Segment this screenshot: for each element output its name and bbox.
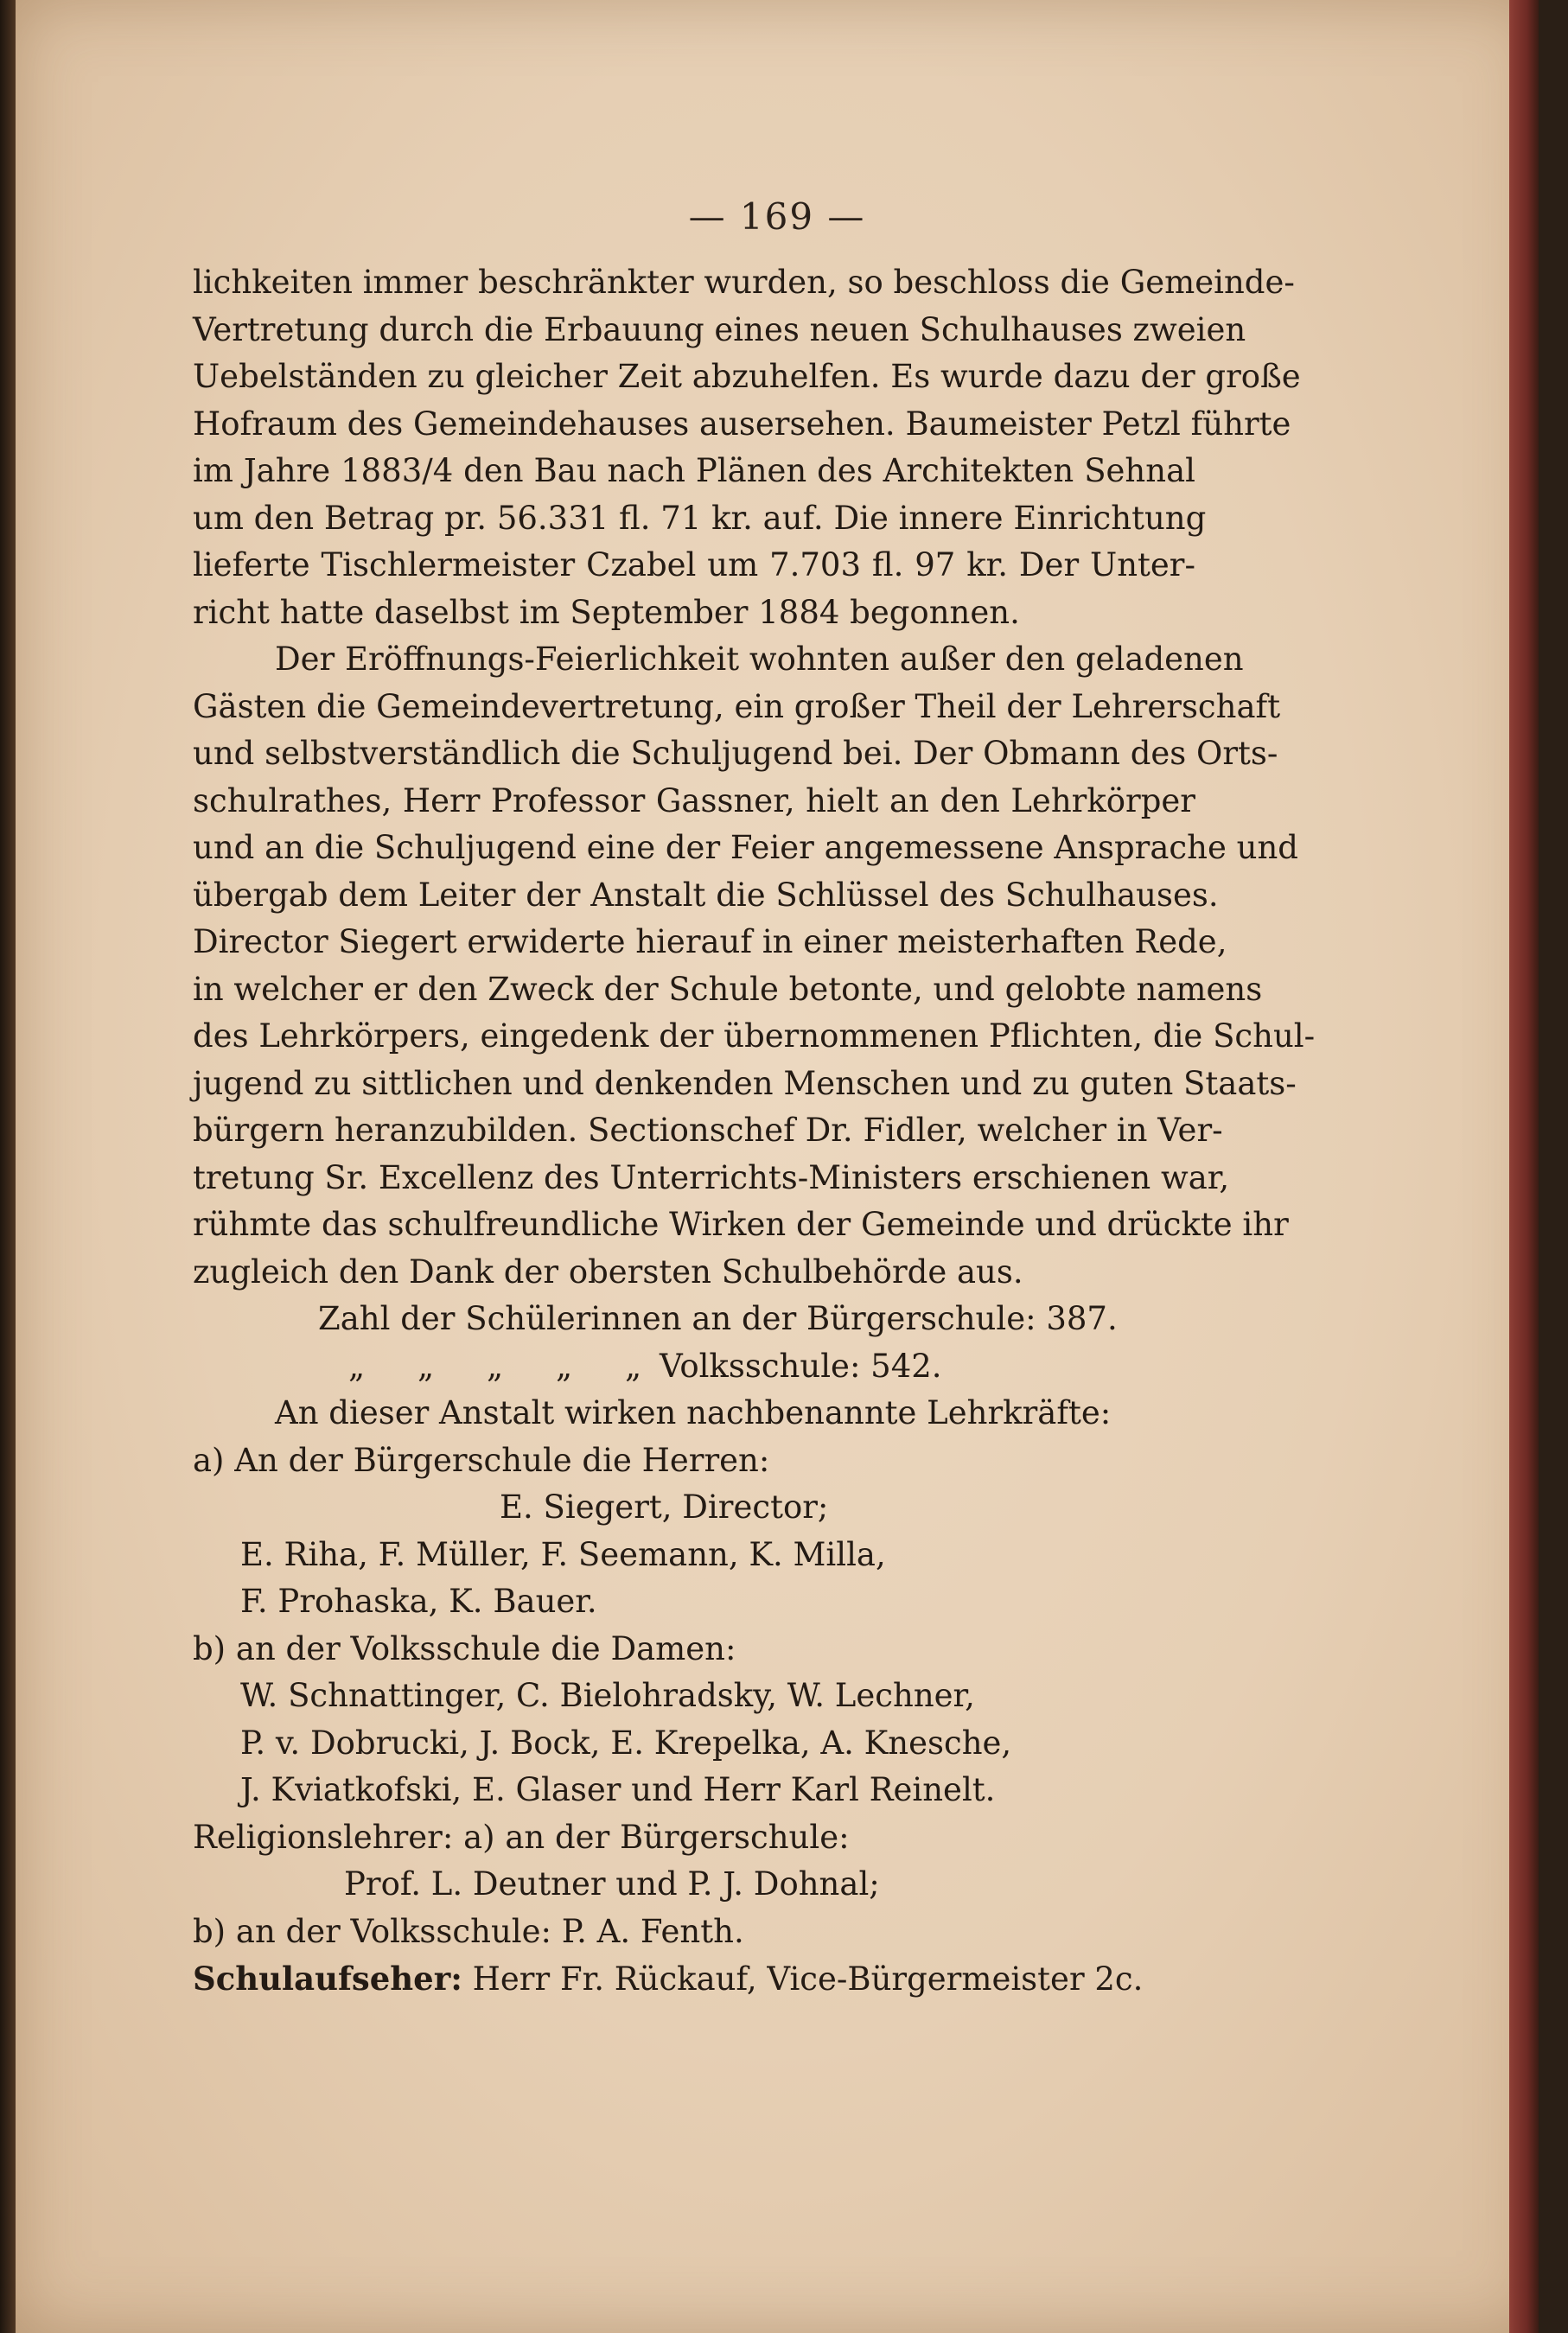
- text-line: zugleich den Dank der obersten Schulbehörde aus.: [193, 1253, 1023, 1291]
- text-line: Hofraum des Gemeindehauses ausersehen. Baumeister Petzl führte: [193, 405, 1291, 443]
- staff-b-names: W. Schnattinger, C. Bielohradsky, W. Lechner,: [240, 1677, 975, 1714]
- religion-heading: Religionslehrer: a) an der Bürgerschule:: [193, 1818, 850, 1856]
- staff-b-heading: b) an der Volksschule die Damen:: [193, 1629, 736, 1667]
- text-line: Vertretung durch die Erbauung eines neuen Schulhauses zweien: [193, 310, 1246, 348]
- text-line: lichkeiten immer beschränkter wurden, so beschloss die Gemeinde-: [193, 264, 1295, 301]
- text-line: rühmte das schulfreundliche Wirken der Gemeinde und drückte ihr: [193, 1206, 1289, 1243]
- stats-buerger-line: [193, 1296, 1195, 1343]
- text-line: schulrathes, Herr Professor Gassner, hielt an den Lehrkörper: [193, 781, 1195, 819]
- text-line: lieferte Tischlermeister Czabel um 7.703 fl. 97 kr. Der Unter-: [193, 546, 1195, 583]
- text-line: richt hatte daselbst im September 1884 begonnen.: [193, 593, 1020, 631]
- inspector-line: [193, 1955, 1195, 2003]
- staff-a-heading: a) An der Bürgerschule die Herren:: [193, 1441, 770, 1479]
- inspector-label: Schulaufseher:: [193, 1960, 462, 1998]
- text-line: Director Siegert erwiderte hierauf in einer meisterhaften Rede,: [193, 923, 1227, 960]
- page-number: — 169 —: [688, 195, 866, 238]
- ditto-mark: „: [487, 1347, 504, 1385]
- ditto-mark: „: [417, 1347, 435, 1385]
- stats-buerger-value: 387.: [1046, 1300, 1118, 1337]
- stats-volks-line: [193, 1343, 1195, 1391]
- text-line: um den Betrag pr. 56.331 fl. 71 kr. auf. Die innere Einrichtung: [193, 499, 1207, 537]
- text-line: tretung Sr. Excellenz des Unterrichts-Ministers erschienen war,: [193, 1158, 1230, 1196]
- ditto-mark: „: [348, 1347, 366, 1385]
- text-line: des Lehrkörpers, eingedenk der übernommenen Pflichten, die Schul-: [193, 1017, 1316, 1055]
- page-edge: [1509, 0, 1539, 2333]
- text-line: und an die Schuljugend eine der Feier angemessene Ansprache und: [193, 829, 1298, 866]
- staff-b-names: J. Kviatkofski, E. Glaser und Herr Karl Reinelt.: [240, 1771, 996, 1808]
- text-line: Uebelständen zu gleicher Zeit abzuhelfen. Es wurde dazu der große: [193, 358, 1301, 395]
- text-line: und selbstverständlich die Schuljugend bei. Der Obmann des Orts-: [193, 735, 1278, 772]
- inspector-text: Herr Fr. Rückauf, Vice-Bürgermeister 2c.: [472, 1960, 1144, 1998]
- staff-a-names: F. Prohaska, K. Bauer.: [240, 1583, 597, 1620]
- book-page: [16, 0, 1539, 2333]
- stats-buerger-label: Zahl der Schülerinnen an der Bürgerschule:: [318, 1300, 1036, 1337]
- text-line: Der Eröffnungs-Feierlichkeit wohnten außer den geladenen: [275, 641, 1244, 678]
- stats-volks-value: 542.: [870, 1347, 942, 1385]
- stats-volks-label: Volksschule:: [660, 1347, 861, 1385]
- ditto-mark: „: [556, 1347, 573, 1385]
- text-line: in welcher er den Zweck der Schule betonte, und gelobte namens: [193, 970, 1263, 1008]
- text-line: bürgern heranzubilden. Sectionschef Dr. Fidler, welcher in Ver-: [193, 1112, 1223, 1149]
- staff-intro: An dieser Anstalt wirken nachbenannte Lehrkräfte:: [275, 1394, 1112, 1431]
- text-line: übergab dem Leiter der Anstalt die Schlüssel des Schulhauses.: [193, 876, 1219, 914]
- religion-b: b) an der Volksschule: P. A. Fenth.: [193, 1912, 744, 1950]
- page-body: [193, 259, 1316, 2003]
- staff-b-names: P. v. Dobrucki, J. Bock, E. Krepelka, A. Knesche,: [240, 1724, 1012, 1762]
- ditto-mark: „: [625, 1347, 642, 1385]
- text-line: Gästen die Gemeindevertretung, ein großer Theil der Lehrerschaft: [193, 687, 1281, 725]
- text-line: im Jahre 1883/4 den Bau nach Plänen des Architekten Sehnal: [193, 452, 1195, 489]
- staff-a-names: E. Riha, F. Müller, F. Seemann, K. Milla,: [240, 1535, 886, 1573]
- text-line: jugend zu sittlichen und denkenden Menschen und zu guten Staats-: [193, 1064, 1297, 1102]
- religion-a: Prof. L. Deutner und P. J. Dohnal;: [344, 1865, 880, 1903]
- staff-a-director: E. Siegert, Director;: [500, 1488, 829, 1526]
